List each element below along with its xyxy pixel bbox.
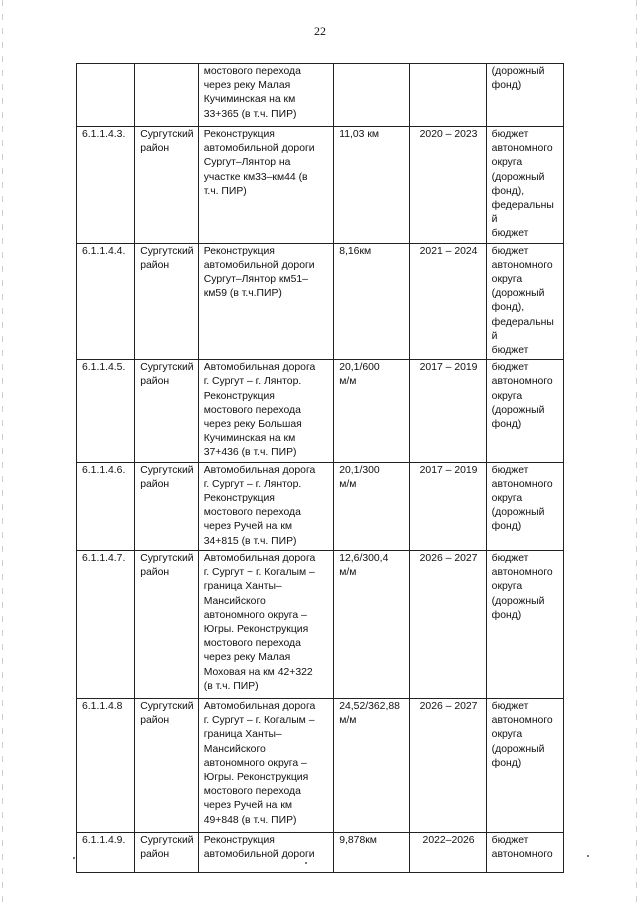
measure-code-cell <box>77 64 135 127</box>
funding-source-text: бюджет автономного <box>491 834 553 861</box>
dates-cell <box>410 462 486 550</box>
district-cell <box>135 462 199 550</box>
capacity-text: 20,1/600 м/м <box>339 362 380 388</box>
measure-name-text: Автомобильная дорога г. Сургут – г. Когалым – граница Ханты– Мансийского автономного округа – Югры. Реконструкция мостового перехода через Ручей на км 49+848 (в т.ч. ПИР) <box>203 700 316 826</box>
dates-cell <box>410 64 486 127</box>
capacity-text: 11,03 км <box>339 129 380 140</box>
district-cell <box>135 832 199 872</box>
capacity-text: 12,6/300,4 м/м <box>339 552 389 579</box>
measure-name-text: Автомобильная дорога г. Сургут – г. Лянтор. Реконструкция мостового перехода через Ручей на км 34+815 (в т.ч. ПИР) <box>203 464 316 547</box>
measure-code-text: 6.1.1.4.9. <box>82 834 126 846</box>
funding-source-text: бюджет автономного округа (дорожный фонд), федеральный бюджет <box>491 245 554 357</box>
table-row <box>77 832 564 872</box>
measure-name-text: мостового перехода через реку Малая Кучиминская на км 33+365 (в т.ч. ПИР) <box>203 66 301 120</box>
funding-source-text: бюджет автономного округа (дорожный фонд), федеральный бюджет <box>491 129 554 240</box>
measure-name-cell <box>198 127 334 244</box>
measure-code-text: 6.1.1.4.5. <box>82 362 126 374</box>
dates-cell <box>410 698 486 832</box>
dates-cell <box>410 832 486 872</box>
district-cell <box>135 64 199 127</box>
district-text: Сургутский район <box>140 129 194 155</box>
measure-name-text: Реконструкция автомобильной дороги <box>203 834 315 861</box>
dates-text: 2020 – 2023 <box>419 129 478 140</box>
measure-name-cell <box>198 698 334 832</box>
capacity-cell <box>334 64 410 127</box>
dates-text: 2022–2026 <box>422 834 475 846</box>
measure-code-cell <box>77 127 135 244</box>
capacity-cell <box>334 360 410 462</box>
measure-name-cell <box>198 64 334 127</box>
measure-code-cell <box>77 698 135 832</box>
district-cell <box>135 360 199 462</box>
district-text: Сургутский район <box>140 245 194 271</box>
table-row <box>77 243 564 360</box>
district-text: Сургутский район <box>140 552 194 579</box>
funding-source-text: бюджет автономного округа (дорожный фонд) <box>491 552 553 621</box>
measure-code-text: 6.1.1.4.4. <box>82 245 126 257</box>
table-row <box>77 127 564 244</box>
measure-code-text: 6.1.1.4.8 <box>82 700 123 712</box>
funding-source-cell <box>486 550 563 698</box>
capacity-cell <box>334 127 410 244</box>
table-row <box>77 550 564 698</box>
funding-source-cell <box>486 127 563 244</box>
funding-source-text: бюджет автономного округа (дорожный фонд) <box>491 464 553 533</box>
page-number: 22 <box>314 24 326 38</box>
program-measures-table <box>76 63 564 873</box>
capacity-cell <box>334 832 410 872</box>
measure-name-text: Реконструкция автомобильной дороги Сургут–Лянтор на участке км33–км44 (в т.ч. ПИР) <box>203 129 315 197</box>
measure-name-cell <box>198 550 334 698</box>
funding-source-text: (дорожный фонд) <box>491 66 545 92</box>
measure-code-text: 6.1.1.4.3. <box>82 129 126 140</box>
dates-text: 2026 – 2027 <box>419 552 478 564</box>
measure-code-text: 6.1.1.4.7. <box>82 552 126 564</box>
funding-source-text: бюджет автономного округа (дорожный фонд) <box>491 700 553 769</box>
district-text: Сургутский район <box>140 362 194 388</box>
table-row <box>77 64 564 127</box>
measure-name-cell <box>198 462 334 550</box>
capacity-text: 24,52/362,88 м/м <box>339 700 400 727</box>
funding-source-text: бюджет автономного округа (дорожный фонд) <box>491 362 553 431</box>
measure-code-cell <box>77 550 135 698</box>
dates-cell <box>410 243 486 360</box>
dates-cell <box>410 127 486 244</box>
funding-source-cell <box>486 243 563 360</box>
funding-source-cell <box>486 698 563 832</box>
dates-text: 2021 – 2024 <box>419 245 478 257</box>
measure-name-cell <box>198 360 334 462</box>
district-text: Сургутский район <box>140 464 194 490</box>
measure-name-cell <box>198 243 334 360</box>
measure-name-text: Реконструкция автомобильной дороги Сургут–Лянтор км51– км59 (в т.ч.ПИР) <box>203 245 315 300</box>
funding-source-cell <box>486 832 563 872</box>
district-cell <box>135 243 199 360</box>
right-scan-edge <box>636 0 637 905</box>
measure-code-cell <box>77 832 135 872</box>
measure-name-text: Автомобильная дорога г. Сургут ~ г. Когалым – граница Ханты– Мансийского автономного округа – Югры. Реконструкция мостового перехода через реку Малая Моховая на км 42+322 (в т.ч. ПИР) <box>203 552 316 692</box>
scan-speck <box>73 857 75 859</box>
measure-code-text: 6.1.1.4.6. <box>82 464 126 476</box>
capacity-text: 9,878км <box>339 834 377 846</box>
dates-text: 2017 – 2019 <box>419 362 478 374</box>
measure-code-cell <box>77 360 135 462</box>
table-row <box>77 360 564 462</box>
table-body <box>77 64 564 873</box>
funding-source-cell <box>486 64 563 127</box>
capacity-cell <box>334 462 410 550</box>
district-cell <box>135 550 199 698</box>
measure-code-cell <box>77 462 135 550</box>
capacity-cell <box>334 550 410 698</box>
dates-cell <box>410 550 486 698</box>
funding-source-cell <box>486 360 563 462</box>
capacity-cell <box>334 243 410 360</box>
table-row <box>77 698 564 832</box>
district-text: Сургутский район <box>140 834 194 861</box>
table-row <box>77 462 564 550</box>
capacity-text: 8,16км <box>339 245 372 257</box>
dates-text: 2017 – 2019 <box>419 464 478 476</box>
measure-name-cell <box>198 832 334 872</box>
capacity-cell <box>334 698 410 832</box>
dates-cell <box>410 360 486 462</box>
dates-text: 2026 – 2027 <box>419 700 478 712</box>
district-cell <box>135 698 199 832</box>
measure-name-text: Автомобильная дорога г. Сургут – г. Лянтор. Реконструкция мостового перехода через реку Большая Кучиминская на км 37+436 (в т.ч. ПИР) <box>203 362 316 459</box>
measure-code-cell <box>77 243 135 360</box>
district-text: Сургутский район <box>140 700 194 727</box>
scan-speck <box>587 855 589 857</box>
district-cell <box>135 127 199 244</box>
left-scan-edge <box>2 0 3 905</box>
funding-source-cell <box>486 462 563 550</box>
capacity-text: 20,1/300 м/м <box>339 464 380 490</box>
